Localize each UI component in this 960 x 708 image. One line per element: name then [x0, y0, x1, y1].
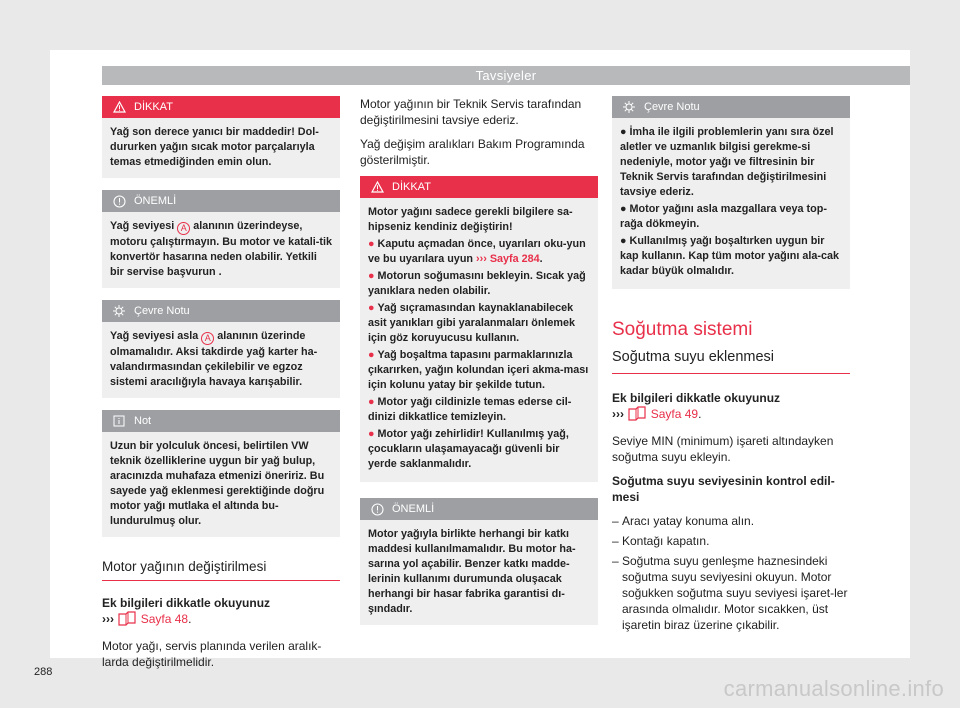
column-2	[360, 96, 598, 637]
important-text: Yağ seviyesi A alanının üzerindeyse, motoru çalıştırmayın. Bu motor ve katali-tik konvertör hasarına neden olabilir. Yetkili bir servise başvurun .	[110, 220, 332, 278]
warning-label: DİKKAT	[392, 181, 431, 193]
paragraph: Motor yağının bir Teknik Servis tarafından değiştirilmesini tavsiye ederiz.	[360, 97, 582, 127]
important-label: ÖNEMLİ	[134, 195, 177, 207]
note-box	[102, 410, 340, 537]
leaf-icon	[112, 304, 126, 318]
extra-info-label: Ek bilgileri dikkatle okuyunuz	[102, 596, 271, 610]
note-text: Uzun bir yolculuk öncesi, belirtilen VW teknik özelliklerine uygun bir yağ bulup, aracınızda muhafaza etmenizi öneririz. Bu sayede yağ eklenmesi gerektiğinde doğru motor yağı mutlaka el altında bu-lundurulmuş olur.	[110, 440, 325, 527]
warning-box	[360, 176, 598, 482]
list-item: ● Kullanılmış yağı boşaltırken uygun bir kap kullanın. Kap tüm motor yağını ala-cak kadar büyük olmalıdır.	[620, 235, 839, 277]
list-item: ● Yağ boşaltma tapasını parmaklarınızla çıkarırken, yağın kolundan içeri akma-ması için kolunu yatay bir şekilde tutun.	[368, 349, 589, 391]
marker-a: A	[201, 332, 214, 345]
step-item: – Soğutma suyu genleşme haznesindeki soğutma suyu seviyesini okuyun. Motor soğukken soğutma suyu seviyesi işaret-ler arasında olmalıdır. Motor sıcakken, üst işaretin biraz üzerine çıkabilir.	[612, 554, 848, 632]
info-circle-icon	[112, 194, 126, 208]
page-reference-link[interactable]: Sayfa 48	[140, 612, 189, 626]
chapter-heading: Soğutma sistemi	[612, 319, 753, 340]
section-title: Motor yağının değiştirilmesi	[102, 559, 340, 581]
environment-note-box	[612, 96, 850, 289]
list-item: ● Motor yağı zehirlidir! Kullanılmış yağ, çocukların ulaşamayacağı güvenli bir yerde saklanmalıdır.	[368, 428, 569, 470]
important-label: ÖNEMLİ	[392, 503, 435, 515]
paragraph: Seviye MIN (minimum) işareti altındayken soğutma suyu ekleyin.	[612, 434, 834, 464]
note-label: Not	[134, 415, 152, 427]
warning-triangle-icon	[112, 100, 126, 114]
page-number: 288	[34, 666, 53, 678]
paragraph: Yağ değişim aralıkları Bakım Programında gösterilmiştir.	[360, 137, 585, 167]
extra-info-label: Ek bilgileri dikkatle okuyunuz	[612, 391, 781, 405]
step-item: – Kontağı kapatın.	[612, 534, 710, 548]
warning-triangle-icon	[370, 180, 384, 194]
environment-label: Çevre Notu	[644, 101, 700, 113]
book-icon	[117, 611, 137, 630]
important-box	[360, 498, 598, 625]
book-icon	[627, 406, 647, 425]
step-item: – Aracı yatay konuma alın.	[612, 514, 755, 528]
list-item: ● Kaputu açmadan önce, uyarıları oku-yun ve bu uyarılara uyun ››› Sayfa 284.	[368, 238, 586, 265]
column-1: DİKKAT Yağ son derece yanıcı bir maddedir! Dol-dururken yağın sıcak motor parçalarıyla temas etmediğinden emin olun. ÖNEMLİ Yağ seviyesi A alanının üzerindeyse, motoru çalıştırmayın. Bu motor ve katali-tik konvertör hasarına neden olabilir. Yetkili bir servise başvurun . Çevre Notu Yağ seviyesi asla A alanının üzerinde olmamalıdır. Aksi takdirde yağ karter ha-valandırmasından çekilebilir ve egzoz sistemi aracılığıyla havaya karışabilir. Not Uzun bir yolculuk öncesi, belirtilen VW teknik özelliklerine uygun bir yağ bulup, aracınızda muhafaza etmenizi öneririz. Bu sayede yağ eklenmesi gerektiğinde doğru motor yağı mutlaka el altında bu-lundurulmuş olur. Motor yağının değiştirilmesi Ek bilgileri dikkatle okuyunuz ››› Sayfa 48. Motor yağı, servis planında verilen aralık-larda değiştirilmelidir.	[102, 96, 340, 678]
important-box	[102, 190, 340, 288]
list-item: ● Motorun soğumasını bekleyin. Sıcak yağ yanıklara neden olabilir.	[368, 270, 586, 297]
warning-box	[102, 96, 340, 178]
page-header: Tavsiyeler	[102, 66, 910, 85]
list-item: ● İmha ile ilgili problemlerin yanı sıra özel aletler ve uzmanlık bilgisi gerekme-si nedeniyle, motor yağı ve filtresinin bir Teknik Servis tarafından değiştirilmesini tavsiye ederiz.	[620, 126, 834, 198]
environment-label: Çevre Notu	[134, 305, 190, 317]
list-item: ● Motor yağı cildinizle temas ederse cil-dinizi dikkatlice temizleyin.	[368, 396, 572, 423]
environment-note-box	[102, 300, 340, 398]
section-title: Soğutma suyu eklenmesi	[612, 349, 850, 374]
manual-page	[34, 50, 910, 678]
page-reference-link[interactable]: Sayfa 49	[650, 407, 699, 421]
marker-a: A	[177, 222, 190, 235]
warning-intro: Motor yağını sadece gerekli bilgilere sa-hipseniz kendiniz değiştirin!	[368, 206, 573, 233]
environment-text: Yağ seviyesi asla A alanının üzerinde olmamalıdır. Aksi takdirde yağ karter ha-valandırmasından çekilebilir ve egzoz sistemi aracılığıyla havaya karışabilir.	[110, 330, 318, 388]
info-circle-icon	[370, 502, 384, 516]
list-item: ● Yağ sıçramasından kaynaklanabilecek asit yanıkları gibi yaralanmaları önlemek için göz koruyucusu kullanın.	[368, 302, 576, 344]
page-reference-link[interactable]: Sayfa 284	[489, 253, 540, 265]
warning-label: DİKKAT	[134, 101, 173, 113]
watermark: carmanualsonline.info	[723, 676, 944, 701]
leaf-icon	[622, 100, 636, 114]
paragraph: Motor yağı, servis planında verilen aralık-larda değiştirilmelidir.	[102, 639, 322, 669]
subsection-title: Soğutma suyu seviyesinin kontrol edil-mesi	[612, 474, 835, 504]
important-text: Motor yağıyla birlikte herhangi bir katkı maddesi kullanılmamalıdır. Bu motor ha-sarına yol açabilir. Benzer katkı madde-lerinin kullanımı durumunda oluşacak herhangi bir hasar fabrika garantisi dı-şındadır.	[368, 528, 576, 615]
column-3: Çevre Notu ● İmha ile ilgili problemlerin yanı sıra özel aletler ve uzmanlık bilgisi gerekme-si nedeniyle, motor yağı ve filtresinin bir Teknik Servis tarafından değiştirilmesini tavsiye ederiz. ● Motor yağını asla mazgallara veya top-rağa dökmeyin. ● Kullanılmış yağı boşaltırken uygun bir kap kullanın. Kap tüm motor yağını ala-cak kadar büyük olmalıdır. Soğutma sistemi Soğutma suyu eklenmesi Ek bilgileri dikkatle okuyunuz ››› Sayfa 49. Seviye MIN (minimum) işareti altındayken soğutma suyu ekleyin. Soğutma suyu seviyesinin kontrol edil-mesi – Aracı yatay konuma alın. – Kontağı kapatın. – Soğutma suyu genleşme haznesindeki soğutma suyu seviyesini okuyun. Motor soğukken soğutma suyu seviyesi işaret-ler arasında olmalıdır. Motor sıcakken, üst işaretin biraz üzerine çıkabilir.	[612, 96, 850, 637]
list-item: ● Motor yağını asla mazgallara veya top-rağa dökmeyin.	[620, 203, 827, 230]
note-icon	[112, 414, 126, 428]
warning-text: Yağ son derece yanıcı bir maddedir! Dol-dururken yağın sıcak motor parçalarıyla temas etmediğinden emin olun.	[110, 126, 319, 168]
